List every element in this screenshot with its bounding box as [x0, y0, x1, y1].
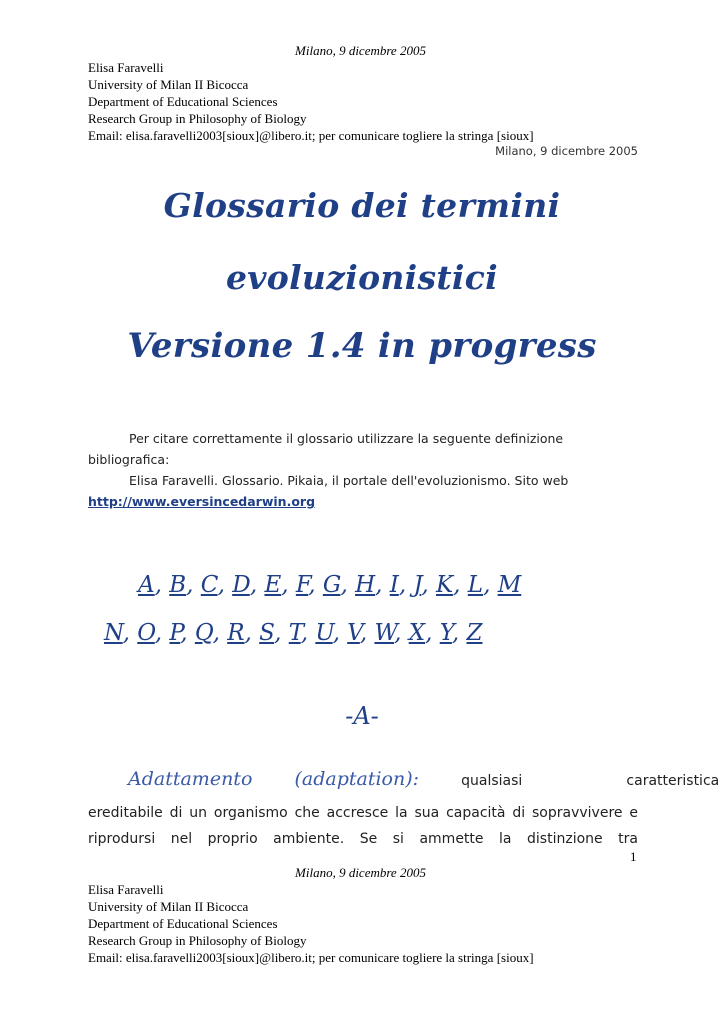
- letter-separator: ,: [451, 620, 467, 646]
- letter-link-l[interactable]: L: [467, 572, 484, 598]
- letter-separator: ,: [394, 620, 409, 646]
- citation-reference: Elisa Faravelli. Glossario. Pikaia, il portale dell'evoluzionismo. Sito web: [129, 473, 569, 488]
- letter-link-x[interactable]: X: [408, 620, 426, 646]
- document-date: Milano, 9 dicembre 2005: [495, 144, 638, 158]
- letter-link-o[interactable]: O: [137, 620, 155, 646]
- entry-term: Adattamento: [128, 768, 253, 790]
- entry-line-2: ereditabile di un organismo che accresce la sua capacità di sopravvivere e: [88, 805, 638, 821]
- letter-link-b[interactable]: B: [169, 572, 187, 598]
- letter-separator: ,: [425, 620, 440, 646]
- header-author-2: Elisa Faravelli: [88, 882, 164, 897]
- header-email: Email: elisa.faravelli2003[sioux]@libero.it; per comunicare togliere la stringa [sioux]: [88, 128, 534, 143]
- letter-link-d[interactable]: D: [232, 572, 250, 598]
- page-number: 1: [630, 849, 637, 864]
- letter-link-e[interactable]: E: [264, 572, 282, 598]
- entry-tail-1: qualsiasi: [461, 773, 523, 789]
- letter-separator: ,: [122, 620, 138, 646]
- header-email-2: Email: elisa.faravelli2003[sioux]@libero.it; per comunicare togliere la stringa [sioux]: [88, 950, 534, 965]
- letter-link-q[interactable]: Q: [194, 620, 213, 646]
- letter-separator: ,: [217, 572, 233, 598]
- letter-link-s[interactable]: S: [259, 620, 275, 646]
- page-header-2: [88, 864, 633, 966]
- entry-body: [88, 800, 638, 852]
- header-group-2: Research Group in Philosophy of Biology: [88, 933, 307, 948]
- letter-separator: ,: [274, 620, 289, 646]
- letter-link-u[interactable]: U: [315, 620, 333, 646]
- letter-link-y[interactable]: Y: [439, 620, 452, 646]
- letter-link-r[interactable]: R: [227, 620, 245, 646]
- letter-link-k[interactable]: K: [435, 572, 454, 598]
- header-department: Department of Educational Sciences: [88, 94, 278, 109]
- header-date-2: Milano, 9 dicembre 2005: [295, 865, 426, 880]
- entry-line-3: riprodursi nel proprio ambiente. Se si ammette la distinzione tra: [88, 831, 638, 847]
- header-university-2: University of Milan II Bicocca: [88, 899, 249, 914]
- citation-block: [88, 428, 648, 512]
- letter-link-g[interactable]: G: [322, 572, 341, 598]
- letter-link-v[interactable]: V: [347, 620, 360, 646]
- citation-intro: Per citare correttamente il glossario utilizzare la seguente definizione bibliografica:: [88, 431, 564, 467]
- letter-separator: ,: [398, 572, 414, 598]
- title-line-2: evoluzionistici: [225, 258, 498, 297]
- letter-separator: ,: [244, 620, 260, 646]
- header-department-2: Department of Educational Sciences: [88, 916, 278, 931]
- letter-separator: ,: [359, 620, 375, 646]
- letter-link-p[interactable]: P: [169, 620, 181, 646]
- letter-link-a[interactable]: A: [138, 572, 155, 598]
- letter-index-row-2: [104, 620, 664, 646]
- letter-separator: ,: [154, 620, 170, 646]
- letter-separator: ,: [154, 572, 170, 598]
- entry-heading: [128, 768, 719, 790]
- title-line-3: Versione 1.4 in progress: [127, 326, 597, 366]
- letter-separator: ,: [186, 572, 201, 598]
- letter-separator: ,: [300, 620, 316, 646]
- letter-separator: ,: [281, 572, 296, 598]
- letter-separator: ,: [375, 572, 390, 598]
- entry-tail-2: caratteristica: [626, 773, 720, 789]
- letter-link-n[interactable]: N: [104, 620, 123, 646]
- section-heading: -A-: [345, 702, 379, 730]
- letter-link-w[interactable]: W: [374, 620, 395, 646]
- header-group: Research Group in Philosophy of Biology: [88, 111, 307, 126]
- letter-link-i[interactable]: I: [389, 572, 399, 598]
- letter-separator: ,: [212, 620, 228, 646]
- page-header: [88, 42, 633, 144]
- title-line-1: Glossario dei termini: [163, 186, 561, 225]
- letter-separator: ,: [180, 620, 195, 646]
- letter-index-row-1: [138, 572, 698, 598]
- letter-link-z[interactable]: Z: [466, 620, 483, 646]
- letter-separator: ,: [332, 620, 348, 646]
- citation-link[interactable]: http://www.eversincedarwin.org: [88, 494, 316, 509]
- letter-link-m[interactable]: M: [497, 572, 522, 598]
- letter-separator: ,: [249, 572, 265, 598]
- letter-link-f[interactable]: F: [295, 572, 309, 598]
- letter-separator: ,: [308, 572, 323, 598]
- letter-separator: ,: [421, 572, 436, 598]
- header-author: Elisa Faravelli: [88, 60, 164, 75]
- letter-link-c[interactable]: C: [200, 572, 218, 598]
- letter-link-h[interactable]: H: [355, 572, 376, 598]
- letter-separator: ,: [483, 572, 498, 598]
- letter-separator: ,: [340, 572, 356, 598]
- entry-english: (adaptation):: [294, 768, 420, 790]
- header-date: Milano, 9 dicembre 2005: [295, 43, 426, 58]
- letter-link-j[interactable]: J: [413, 572, 422, 598]
- letter-link-t[interactable]: T: [288, 620, 301, 646]
- header-university: University of Milan II Bicocca: [88, 77, 249, 92]
- letter-separator: ,: [453, 572, 468, 598]
